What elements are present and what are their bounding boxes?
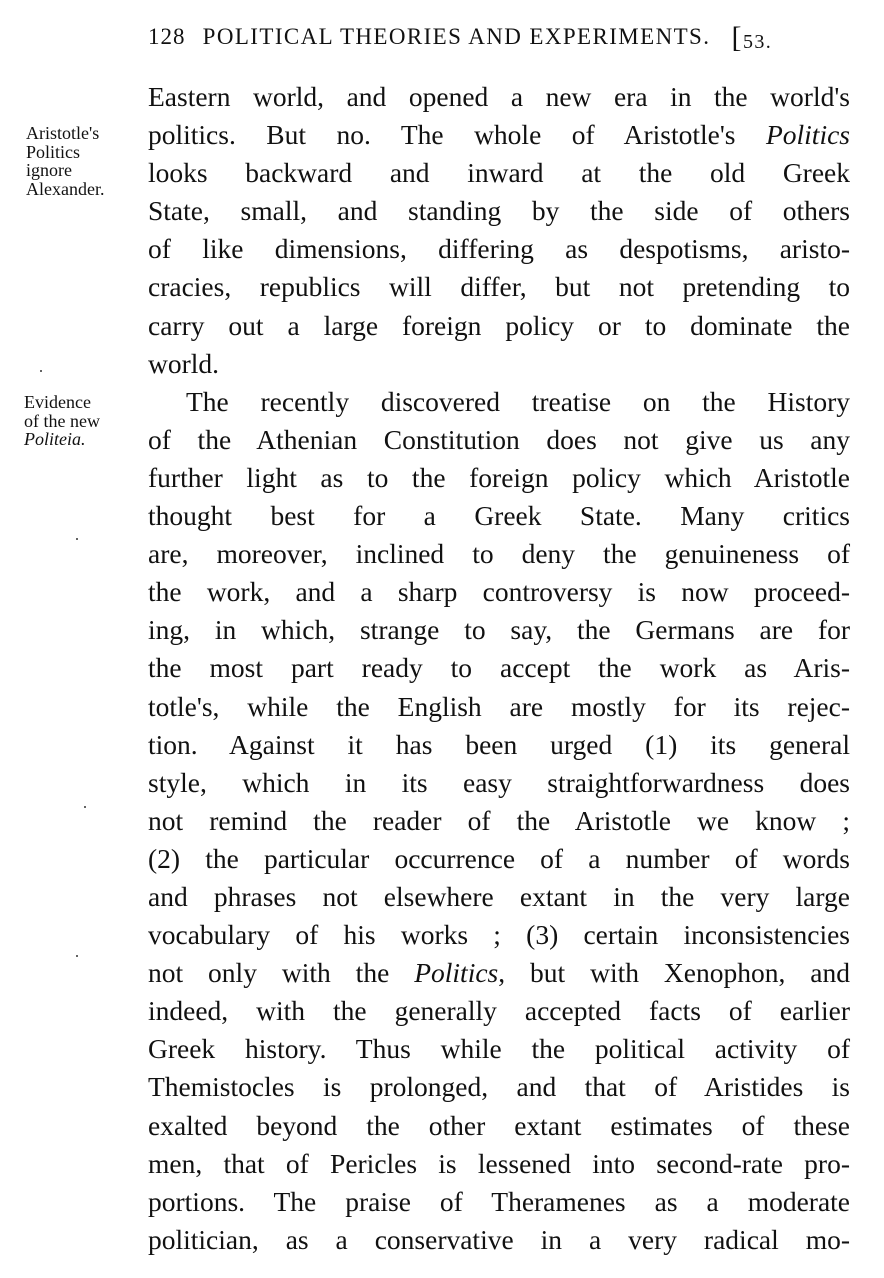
text-fragment: , but with Xenophon, and <box>498 957 850 989</box>
body-text <box>148 78 850 1259</box>
margin-note-line: Evidence <box>24 392 91 412</box>
text-line: tion. Against it has been urged (1) its general <box>148 728 850 760</box>
text-line: the most part ready to accept the work as Aris- <box>148 652 850 684</box>
page-number: 128 <box>148 24 186 49</box>
text-line: (2) the particular occurrence of a number of words <box>148 842 850 874</box>
text-line: indeed, with the generally accepted facts of earlier <box>148 995 850 1027</box>
text-line: carry out a large foreign policy or to dominate the <box>148 309 850 341</box>
section-bracket: [ <box>731 21 743 54</box>
text-line: cracies, republics will differ, but not pretending to <box>148 271 850 303</box>
text-line: and phrases not elsewhere extant in the very large <box>148 880 850 912</box>
text-line: style, which in its easy straightforwardness does <box>148 766 850 798</box>
margin-note-line: ignore <box>26 160 72 180</box>
running-title: POLITICAL THEORIES AND EXPERIMENTS. <box>202 24 711 49</box>
text-line: looks backward and inward at the old Greek <box>148 157 850 189</box>
text-line: Eastern world, and opened a new era in the world's <box>148 81 850 112</box>
text-line: thought best for a Greek State. Many critics <box>148 500 850 532</box>
text-line: men, that of Pericles is lessened into second-rate pro- <box>148 1147 850 1179</box>
margin-note-evidence-politeia <box>24 393 100 449</box>
text-line: ing, in which, strange to say, the Germans are for <box>148 614 850 646</box>
text-line: Greek history. Thus while the political activity of <box>148 1033 850 1065</box>
text-line: totle's, while the English are mostly for its rejec- <box>148 690 850 722</box>
margin-note-line: Aristotle's <box>26 123 100 143</box>
text-line: the work, and a sharp controversy is now proceed- <box>148 576 850 608</box>
running-header <box>148 18 868 58</box>
italic-title: Politics <box>414 957 499 989</box>
text-line: exalted beyond the other extant estimates of these <box>148 1109 850 1141</box>
margin-note-line: Politeia. <box>24 429 86 449</box>
section-number: 53. <box>742 31 773 53</box>
margin-note-aristotle-politics <box>26 124 104 198</box>
margin-note-line: Alexander. <box>26 178 105 199</box>
text-line: portions. The praise of Theramenes as a moderate <box>148 1185 850 1217</box>
text-line: not remind the reader of the Aristotle we know ; <box>148 804 850 836</box>
text-line: Themistocles is prolonged, and that of Aristides is <box>148 1071 850 1103</box>
print-speck <box>76 538 78 540</box>
text-line: of like dimensions, differing as despotisms, aristo- <box>148 233 850 265</box>
text-line <box>148 116 850 154</box>
print-speck <box>76 955 78 957</box>
margin-note-line: Politics <box>26 141 81 162</box>
text-line <box>148 954 850 992</box>
text-line: further light as to the foreign policy which Aristotle <box>148 461 850 493</box>
text-line: of the Athenian Constitution does not give us any <box>148 423 850 455</box>
text-line: State, small, and standing by the side of others <box>148 195 850 227</box>
text-fragment: not only with the <box>148 957 390 989</box>
margin-note-line: of the new <box>24 410 100 431</box>
italic-title: Politics <box>765 119 850 151</box>
text-fragment: politics. But no. The whole of Aristotle's <box>148 119 736 151</box>
print-speck <box>40 370 42 372</box>
text-line: politician, as a conservative in a very radical mo- <box>148 1223 850 1255</box>
text-line: The recently discovered treatise on the History <box>186 385 850 417</box>
text-line: world. <box>148 347 220 379</box>
text-line: are, moreover, inclined to deny the genuineness of <box>148 538 850 570</box>
text-line: vocabulary of his works ; (3) certain inconsistencies <box>148 919 850 951</box>
print-speck <box>84 806 86 808</box>
